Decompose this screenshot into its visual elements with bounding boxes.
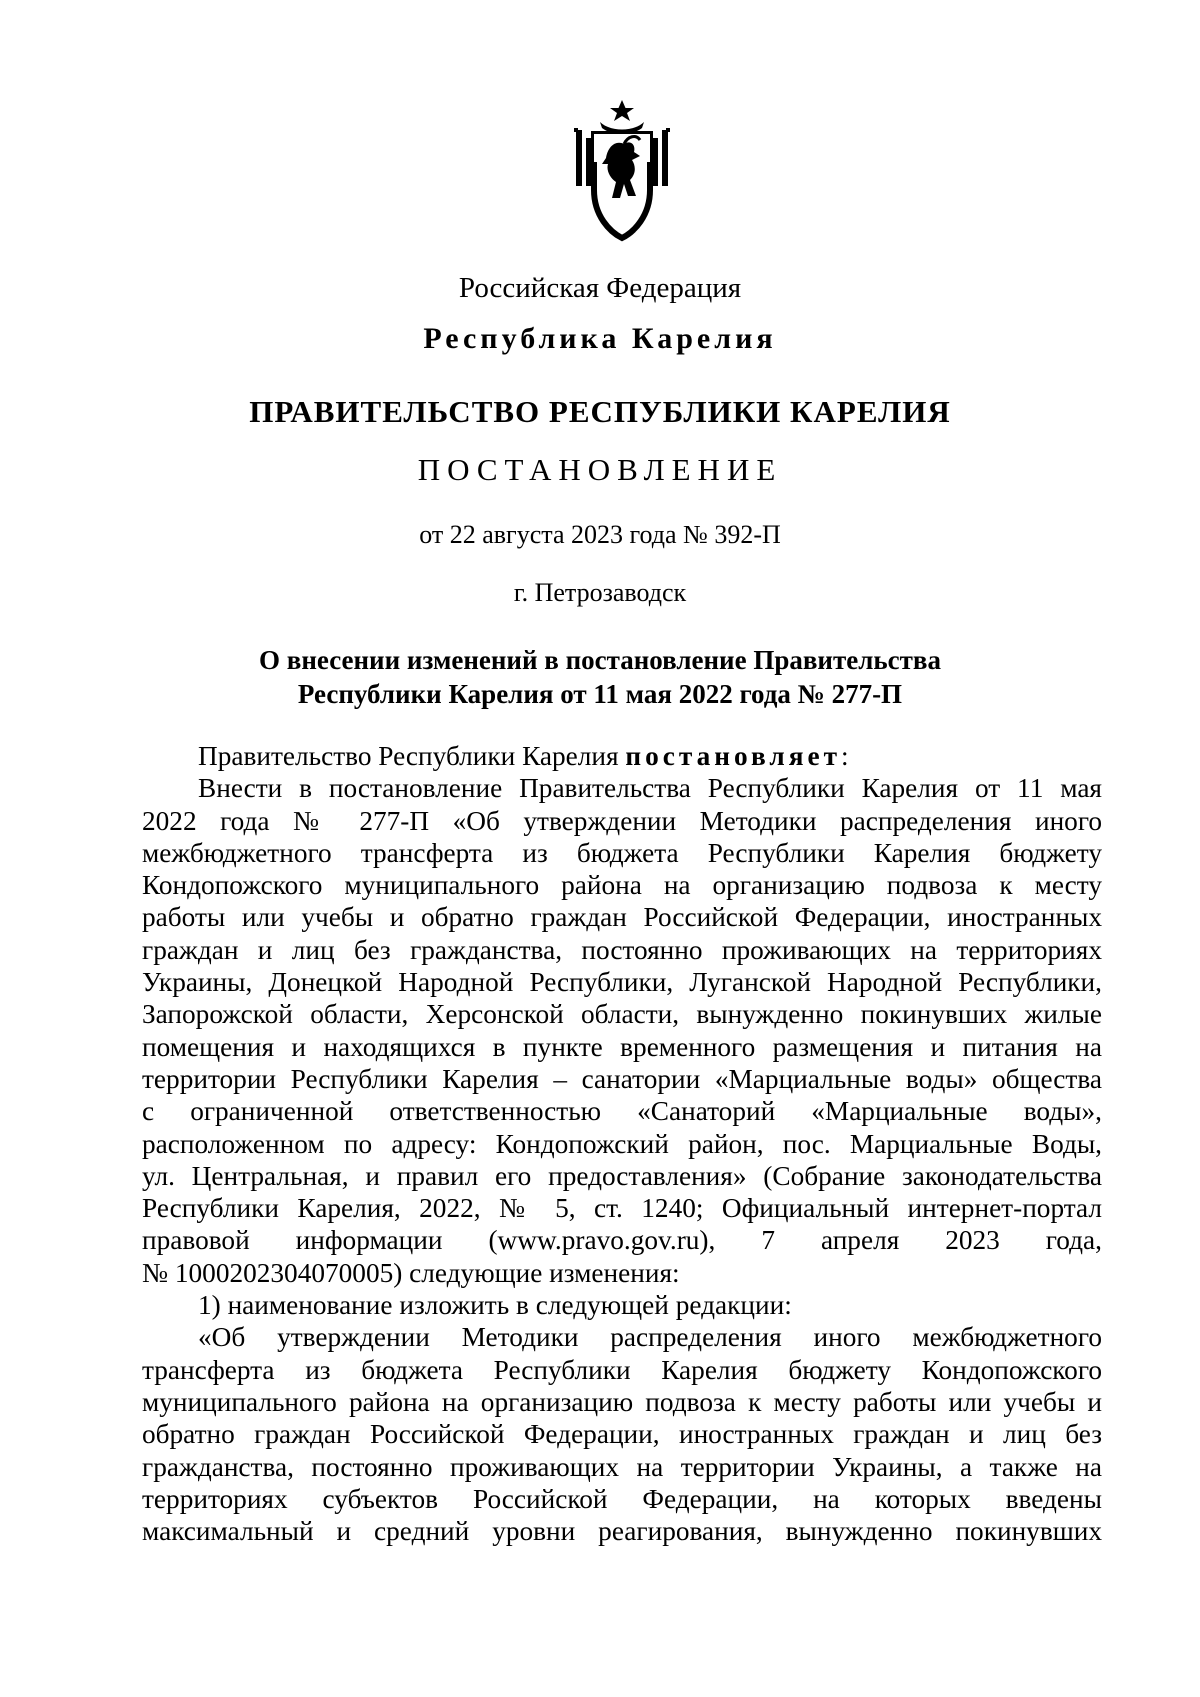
republic-name: Республика Карелия [423,322,777,355]
body-line: помещения и находящихся в пункте временного размещения и питания на [142,1031,1102,1062]
body-line: гражданства, постоянно проживающих на территории Украины, а также на [142,1451,1102,1482]
body-line: максимальный и средний уровни реагирования, вынужденно покинувших [142,1516,1102,1547]
body-line: № 1000202304070005) следующие изменения: [142,1257,680,1288]
body-line: муниципального района на организацию подвоза к месту работы или учебы и [142,1386,1102,1417]
government-name: ПРАВИТЕЛЬСТВО РЕСПУБЛИКИ КАРЕЛИЯ [249,394,951,429]
body-line: Внести в постановление Правительства Республики Карелия от 11 мая [198,773,1102,804]
intro-paragraph [142,740,1102,772]
body-line: территориях субъектов Российской Федерации, на которых введены [142,1483,1102,1514]
body-line: межбюджетного трансферта из бюджета Республики Карелия бюджету [142,837,1102,868]
body-line: трансферта из бюджета Республики Карелия бюджету Кондопожского [142,1354,1102,1385]
body-line: Запорожской области, Херсонской области, вынужденно покинувших жилые [142,999,1102,1030]
body-line: обратно граждан Российской Федерации, иностранных граждан и лиц без [142,1419,1102,1450]
body-line: Украины, Донецкой Народной Республики, Луганской Народной Республики, [142,967,1102,998]
body-line: ул. Центральная, и правил его предоставления» (Собрание законодательства [142,1160,1102,1191]
body-line: расположенном по адресу: Кондопожский район, пос. Марциальные Воды, [142,1128,1102,1159]
document-city: г. Петрозаводск [513,578,687,607]
body-line: работы или учебы и обратно граждан Российской Федерации, иностранных [142,902,1102,933]
body-line: Республики Карелия, 2022, № 5, ст. 1240; Официальный интернет-портал [142,1193,1102,1224]
body-line: с ограниченной ответственностью «Санаторий «Марциальные воды», [142,1096,1102,1127]
country-name: Российская Федерация [458,272,742,304]
document-date-number: от 22 августа 2023 года № 392-П [419,520,781,549]
intro-spaced-verb: постановляет [625,741,841,771]
document-title-line: Республики Карелия от 11 мая 2022 года № 277-П [297,679,903,709]
document-body [142,740,1102,1547]
body-line: 2022 года № 277-П «Об утверждении Методики распределения иного [142,805,1102,836]
karelia-coat-of-arms-icon [570,98,674,248]
document-title [0,643,1200,711]
document-title-line: О внесении изменений в постановление Правительства [259,645,941,675]
body-line: «Об утверждении Методики распределения иного межбюджетного [198,1322,1102,1353]
intro-suffix: : [841,741,849,771]
body-line: территории Республики Карелия – санатории «Марциальные воды» общества [142,1063,1102,1094]
intro-prefix: Правительство Республики Карелия [198,741,619,771]
body-line: правовой информации (www.pravo.gov.ru), 7 апреля 2023 года, [142,1225,1102,1256]
document-type: ПОСТАНОВЛЕНИЕ [417,452,783,487]
body-line: Кондопожского муниципального района на организацию подвоза к месту [142,870,1102,901]
body-line: 1) наименование изложить в следующей редакции: [198,1290,792,1321]
body-line: граждан и лиц без гражданства, постоянно проживающих на территориях [142,934,1102,965]
